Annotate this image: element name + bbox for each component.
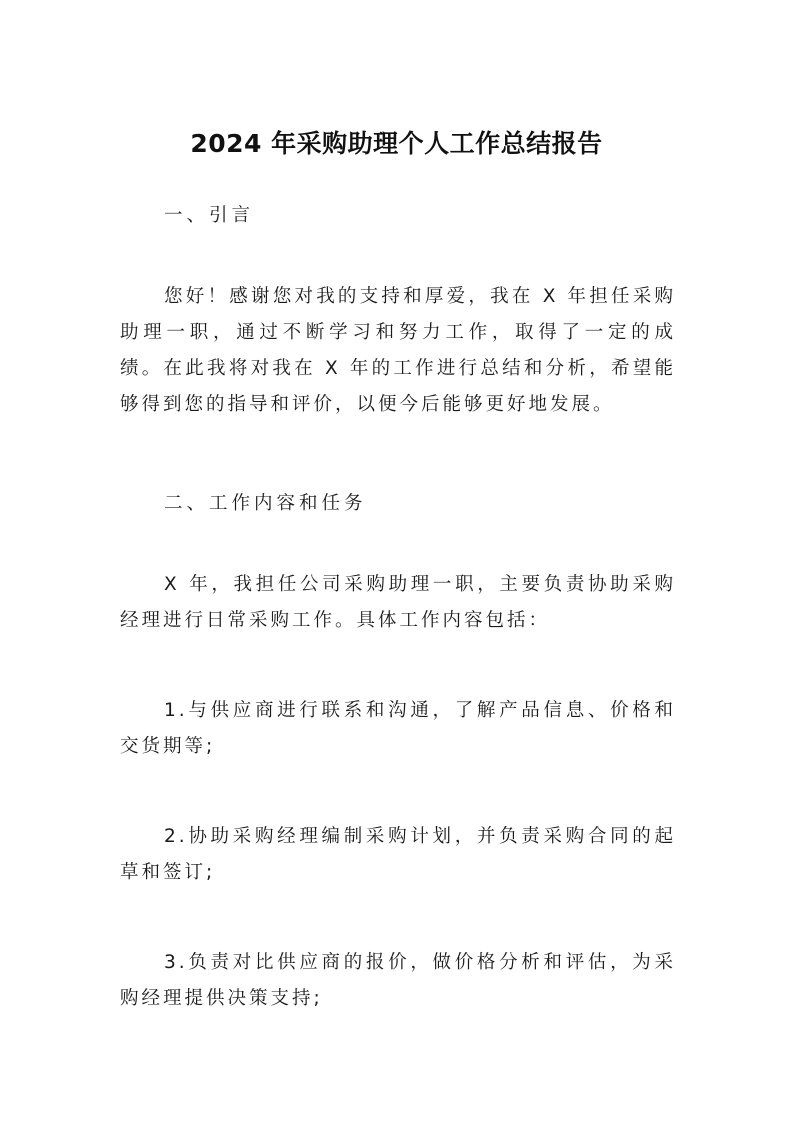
work-content-paragraph: X 年，我担任公司采购助理一职，主要负责协助采购经理进行日常采购工作。具体工作内容包括： [120, 574, 676, 631]
introduction-paragraph: 您好！感谢您对我的支持和厚爱，我在 X 年担任采购助理一职，通过不断学习和努力工作，取得了一定的成绩。在此我将对我在 X 年的工作进行总结和分析，希望能够得到您的指导和评价，以便今后能够更好地发展。 [120, 286, 676, 415]
document-title: 2024 年采购助理个人工作总结报告 [190, 129, 603, 158]
list-item: 2.协助采购经理编制采购计划，并负责采购合同的起草和签订; [120, 826, 676, 883]
list-item: 3.负责对比供应商的报价，做价格分析和评估，为采购经理提供决策支持; [120, 952, 676, 1009]
section-heading-introduction: 一、引言 [164, 205, 255, 226]
list-item: 1.与供应商进行联系和沟通，了解产品信息、价格和交货期等; [120, 700, 676, 757]
section-heading-work-content: 二、工作内容和任务 [164, 493, 367, 514]
